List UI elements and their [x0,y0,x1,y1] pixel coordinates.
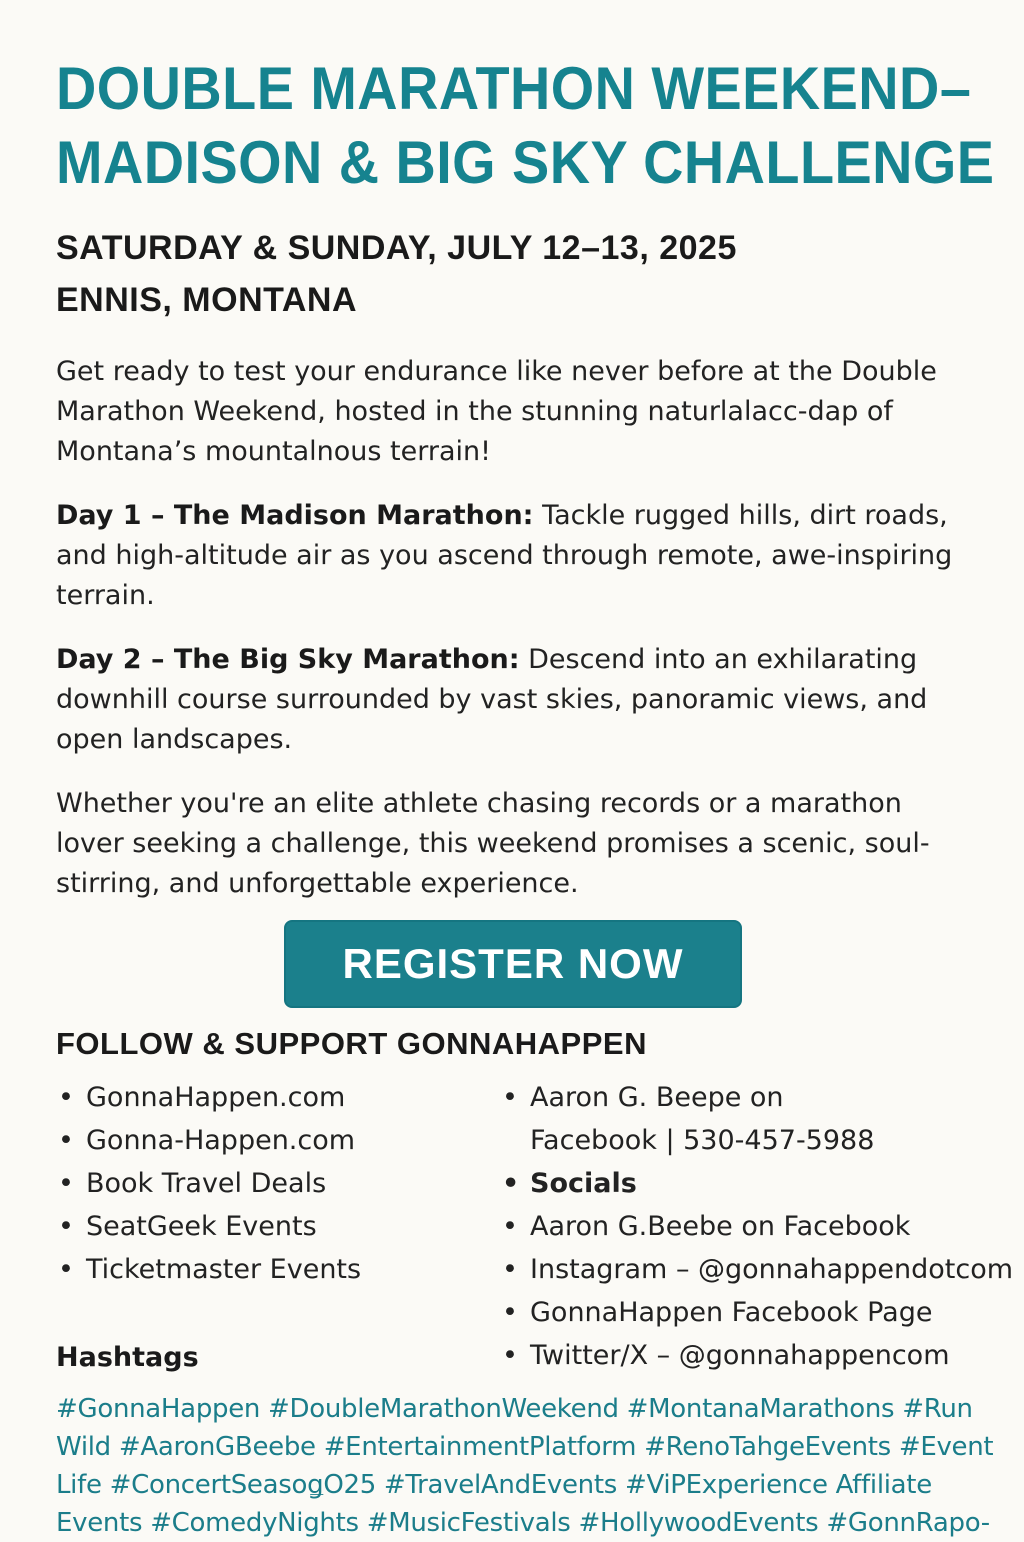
day1-label: Day 1 – The Madison Marathon: [56,500,534,531]
link-twitter-x[interactable]: • Twitter/X – @gonnahappencom [500,1334,1013,1377]
title-line-2: MADISON & BIG SKY CHALLENGE [56,129,995,196]
link-gonna-happen-com[interactable]: • Gonna-Happen.com [56,1119,361,1162]
follow-heading: FOLLOW & SUPPORT GONNAHAPPEN [56,1026,647,1061]
day1-text: Tackle rugged hills, dirt roads, and high-altitude air as you ascend through remote, awe-inspiring terrain. [56,500,953,611]
links-list-left [56,1076,361,1291]
day2-text: Descend into an exhilarating downhill course surrounded by vast skies, panoramic views, and open landscapes. [56,644,928,755]
flyer [56,52,1014,1538]
socials-label: • Socials [500,1162,1013,1205]
day2-label: Day 2 – The Big Sky Marathon: [56,644,520,675]
register-now-button[interactable]: REGISTER NOW [284,920,742,1008]
links-list-right [500,1076,1013,1377]
link-aaron-facebook[interactable]: • Aaron G.Beebe on Facebook [500,1205,1013,1248]
closing-paragraph: Whether you're an elite athlete chasing records or a marathon lover seeking a challenge, this weekend promises a scenic, soul-stirring, and unforgettable experience. [56,788,930,899]
hashtags-heading: Hashtags [56,1342,199,1373]
register-container [284,920,742,1008]
hashtags-text: #GonnaHappen #DoubleMarathonWeekend #MontanaMarathons #Run Wild #AaronGBeebe #EntertainmentPlatform #RenoTahgeEvents #Event Life #ConcertSeasoǥO25 #TravelAndEvents #ViPExperience Affiliate Events #ComedyNights #MusicFestivals #HollywoodEvents #GonnRapo- [56,1394,994,1538]
title-line-1: DOUBLE MARATHON WEEKEND– [56,55,972,122]
link-book-travel-deals[interactable]: • Book Travel Deals [56,1162,361,1205]
intro-paragraph: Get ready to test your endurance like never before at the Double Marathon Weekend, hosted in the stunning naturlalacc-dap of Montana’s mountalnous terrain! [56,356,937,467]
link-aaron-facebook-contact-cont[interactable]: Facebook | 530-457-5988 [530,1125,875,1156]
link-seatgeek-events[interactable]: • SeatGeek Events [56,1205,361,1248]
event-date: SATURDAY & SUNDAY, JULY 12–13, 2025 [56,229,737,267]
event-details [56,222,1006,326]
day2-paragraph [56,640,976,760]
day1-paragraph [56,496,976,616]
link-ticketmaster-events[interactable]: • Ticketmaster Events [56,1248,361,1291]
event-location: ENNIS, MONTANA [56,281,358,319]
link-gonnahappen-com[interactable]: • GonnaHappen.com [56,1076,361,1119]
page-title [56,52,995,200]
link-facebook-page[interactable]: • GonnaHappen Facebook Page [500,1291,1013,1334]
link-aaron-facebook-contact[interactable]: • Aaron G. Beepe on [500,1076,1013,1119]
link-instagram[interactable]: • Instagram – @gonnahappendotcom [500,1248,1013,1291]
